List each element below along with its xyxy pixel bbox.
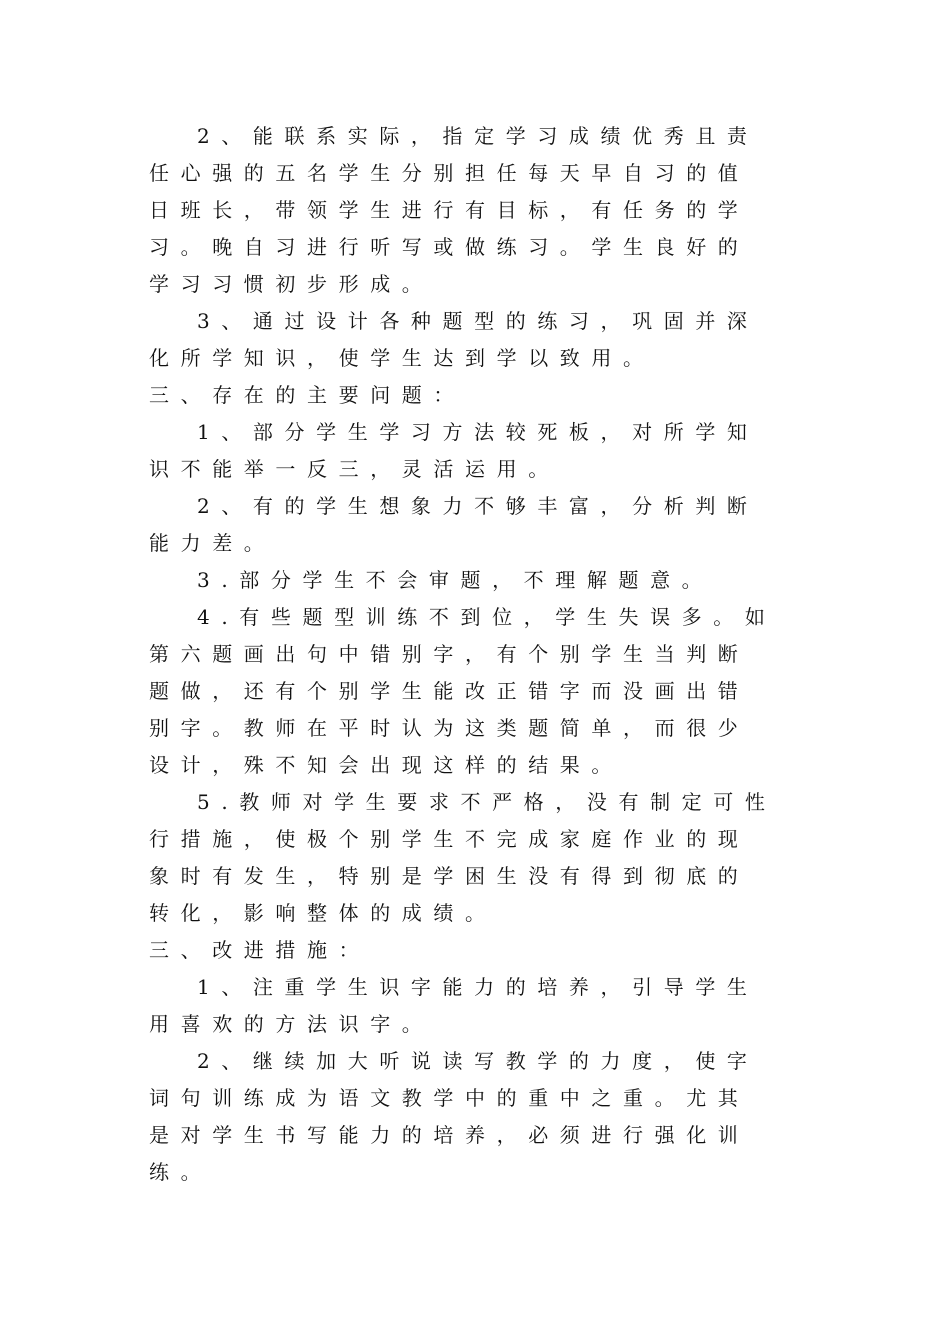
text-line: 练。	[149, 1160, 213, 1184]
text-line: 5.教师对学生要求不严格，没有制定可性	[197, 790, 777, 814]
text-line: 象时有发生，特别是学困生没有得到彻底的	[149, 864, 750, 888]
section-heading: 三、改进措施：	[149, 938, 371, 962]
section-heading: 三、存在的主要问题：	[149, 383, 465, 407]
text-line: 日班长，带领学生进行有目标，有任务的学	[149, 198, 750, 222]
text-line: 2、有的学生想象力不够丰富，分析判断	[197, 494, 759, 518]
text-line: 识不能举一反三，灵活运用。	[149, 457, 560, 481]
text-line: 2、能联系实际，指定学习成绩优秀且责	[197, 124, 759, 148]
text-line: 第六题画出句中错别字，有个别学生当判断	[149, 642, 750, 666]
text-line: 转化，影响整体的成绩。	[149, 901, 497, 925]
text-line: 化所学知识，使学生达到学以致用。	[149, 346, 655, 370]
text-line: 任心强的五名学生分别担任每天早自习的值	[149, 161, 750, 185]
text-line: 1、部分学生学习方法较死板，对所学知	[197, 420, 759, 444]
text-line: 行措施，使极个别学生不完成家庭作业的现	[149, 827, 750, 851]
text-line: 设计，殊不知会出现这样的结果。	[149, 753, 623, 777]
document-body	[149, 118, 789, 1191]
text-line: 2、继续加大听说读写教学的力度，使字	[197, 1049, 759, 1073]
text-line: 用喜欢的方法识字。	[149, 1012, 434, 1036]
text-line: 4.有些题型训练不到位，学生失误多。如	[197, 605, 777, 629]
text-line: 1、注重学生识字能力的培养，引导学生	[197, 975, 759, 999]
text-line: 题做，还有个别学生能改正错字而没画出错	[149, 679, 750, 703]
text-line: 习。晚自习进行听写或做练习。学生良好的	[149, 235, 750, 259]
text-line: 能力差。	[149, 531, 276, 555]
text-line: 学习习惯初步形成。	[149, 272, 434, 296]
text-line: 3.部分学生不会审题，不理解题意。	[197, 568, 714, 592]
text-line: 词句训练成为语文教学中的重中之重。尤其	[149, 1086, 750, 1110]
text-line: 3、通过设计各种题型的练习，巩固并深	[197, 309, 759, 333]
text-line: 是对学生书写能力的培养，必须进行强化训	[149, 1123, 750, 1147]
text-line: 别字。教师在平时认为这类题简单，而很少	[149, 716, 750, 740]
